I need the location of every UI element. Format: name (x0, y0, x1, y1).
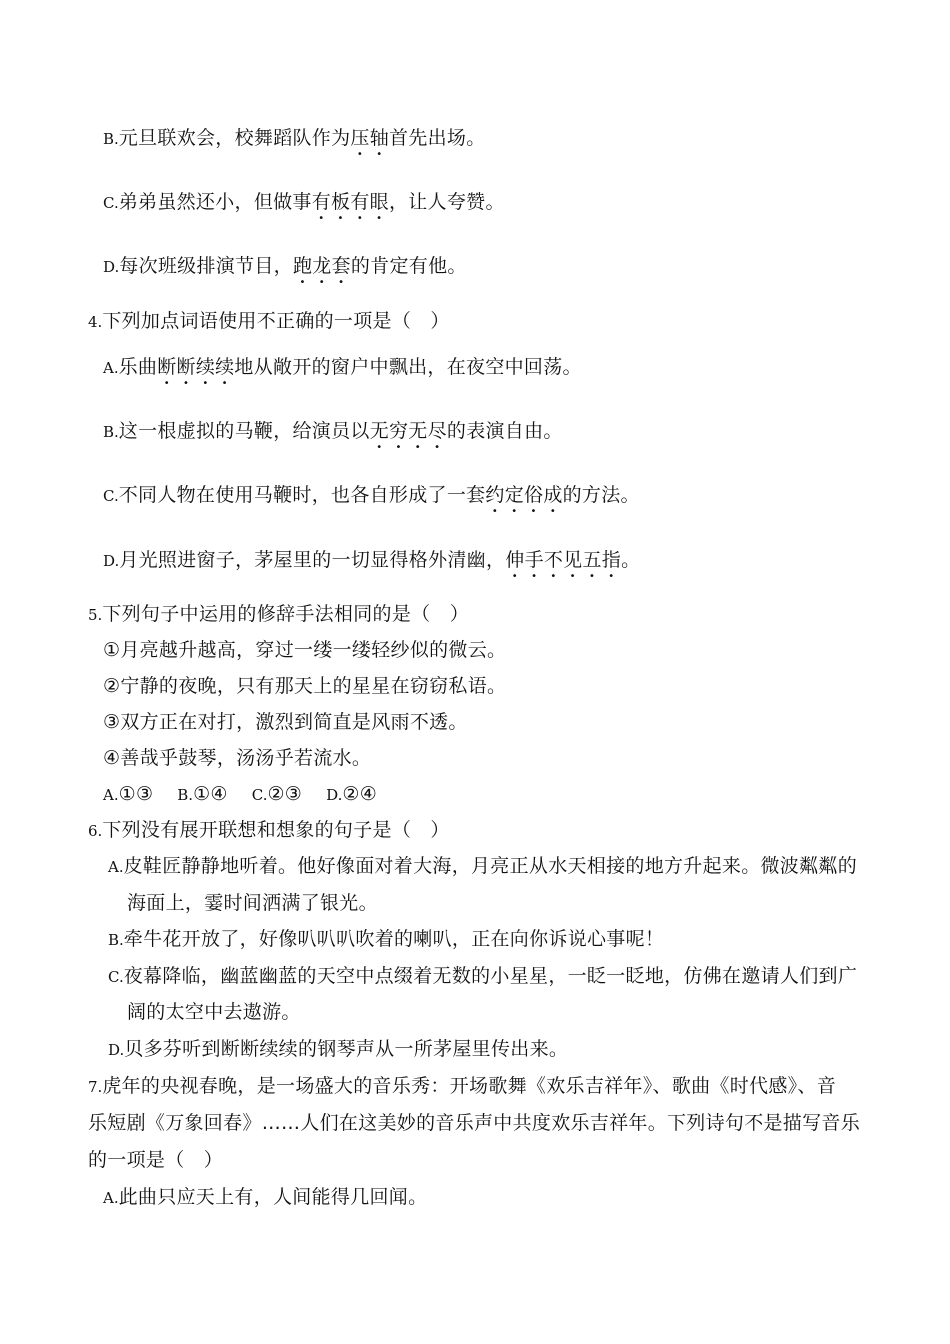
q4-option-a: A.乐曲断断续续地从敞开的窗户中飘出，在夜空中回荡。 (103, 356, 582, 378)
q3-option-b: B.元旦联欢会，校舞蹈队作为压轴首先出场。 (103, 127, 486, 149)
q6-option-a-cont: 海面上，霎时间洒满了银光。 (127, 892, 378, 914)
emphasis-word: 断断续续 (157, 356, 235, 378)
q4-option-c: C.不同人物在使用马鞭时，也各自形成了一套约定俗成的方法。 (103, 484, 640, 506)
emphasis-word: 无穷无尽 (369, 420, 447, 442)
q5-sentence-1: ①月亮越升越高，穿过一缕一缕轻纱似的微云。 (103, 639, 507, 661)
q5-option-b: B.①④ (177, 783, 228, 805)
q6-option-b: B.牵牛花开放了，好像叭叭叭吹着的喇叭，正在向你诉说心事呢！ (108, 928, 665, 950)
emphasis-word: 跑龙套 (292, 255, 351, 277)
q7-stem-cont-2: 的一项是（ ） (88, 1149, 224, 1171)
q4-option-d: D.月光照进窗子，茅屋里的一切显得格外清幽，伸手不见五指。 (103, 549, 641, 571)
emphasis-word: 压轴 (350, 127, 390, 149)
q5-option-d: D.②④ (326, 783, 378, 805)
q5-options (103, 782, 377, 807)
q6-option-c-cont: 阔的太空中去遨游。 (127, 1001, 301, 1023)
emphasis-word: 伸手不见五指 (505, 549, 622, 571)
q4-stem: 4.下列加点词语使用不正确的一项是（ ） (88, 310, 450, 332)
q6-option-c: C.夜幕降临，幽蓝幽蓝的天空中点缀着无数的小星星，一眨一眨地，仿佛在邀请人们到广 (108, 965, 858, 987)
q5-option-c: C.②③ (251, 783, 303, 805)
q5-stem: 5.下列句子中运用的修辞手法相同的是（ ） (88, 603, 470, 625)
q5-option-a: A.①③ (103, 783, 154, 805)
q5-sentence-4: ④善哉乎鼓琴，汤汤乎若流水。 (103, 747, 372, 769)
q7-option-a: A.此曲只应天上有，人间能得几回闻。 (103, 1186, 428, 1208)
q3-option-d: D.每次班级排演节目，跑龙套的肯定有他。 (103, 255, 467, 277)
q5-sentence-3: ③双方正在对打，激烈到简直是风雨不透。 (103, 711, 468, 733)
q4-option-b: B.这一根虚拟的马鞭，给演员以无穷无尽的表演自由。 (103, 420, 563, 442)
q6-option-a: A.皮鞋匠静静地听着。他好像面对着大海，月亮正从水天相接的地方升起来。微波粼粼的 (108, 855, 858, 877)
q5-sentence-2: ②宁静的夜晚，只有那天上的星星在窃窃私语。 (103, 675, 507, 697)
q6-stem: 6.下列没有展开联想和想象的句子是（ ） (88, 819, 450, 841)
emphasis-word: 约定俗成 (485, 484, 563, 506)
q7-stem-cont-1: 乐短剧《万象回春》……人们在这美妙的音乐声中共度欢乐吉祥年。下列诗句不是描写音乐 (88, 1112, 861, 1134)
emphasis-word: 有板有眼 (311, 191, 389, 213)
q3-option-c: C.弟弟虽然还小，但做事有板有眼，让人夸赞。 (103, 191, 505, 213)
q7-stem: 7.虎年的央视春晚，是一场盛大的音乐秀：开场歌舞《欢乐吉祥年》、歌曲《时代感》、音 (88, 1075, 837, 1097)
q6-option-d: D.贝多芬听到断断续续的钢琴声从一所茅屋里传出来。 (108, 1038, 569, 1060)
